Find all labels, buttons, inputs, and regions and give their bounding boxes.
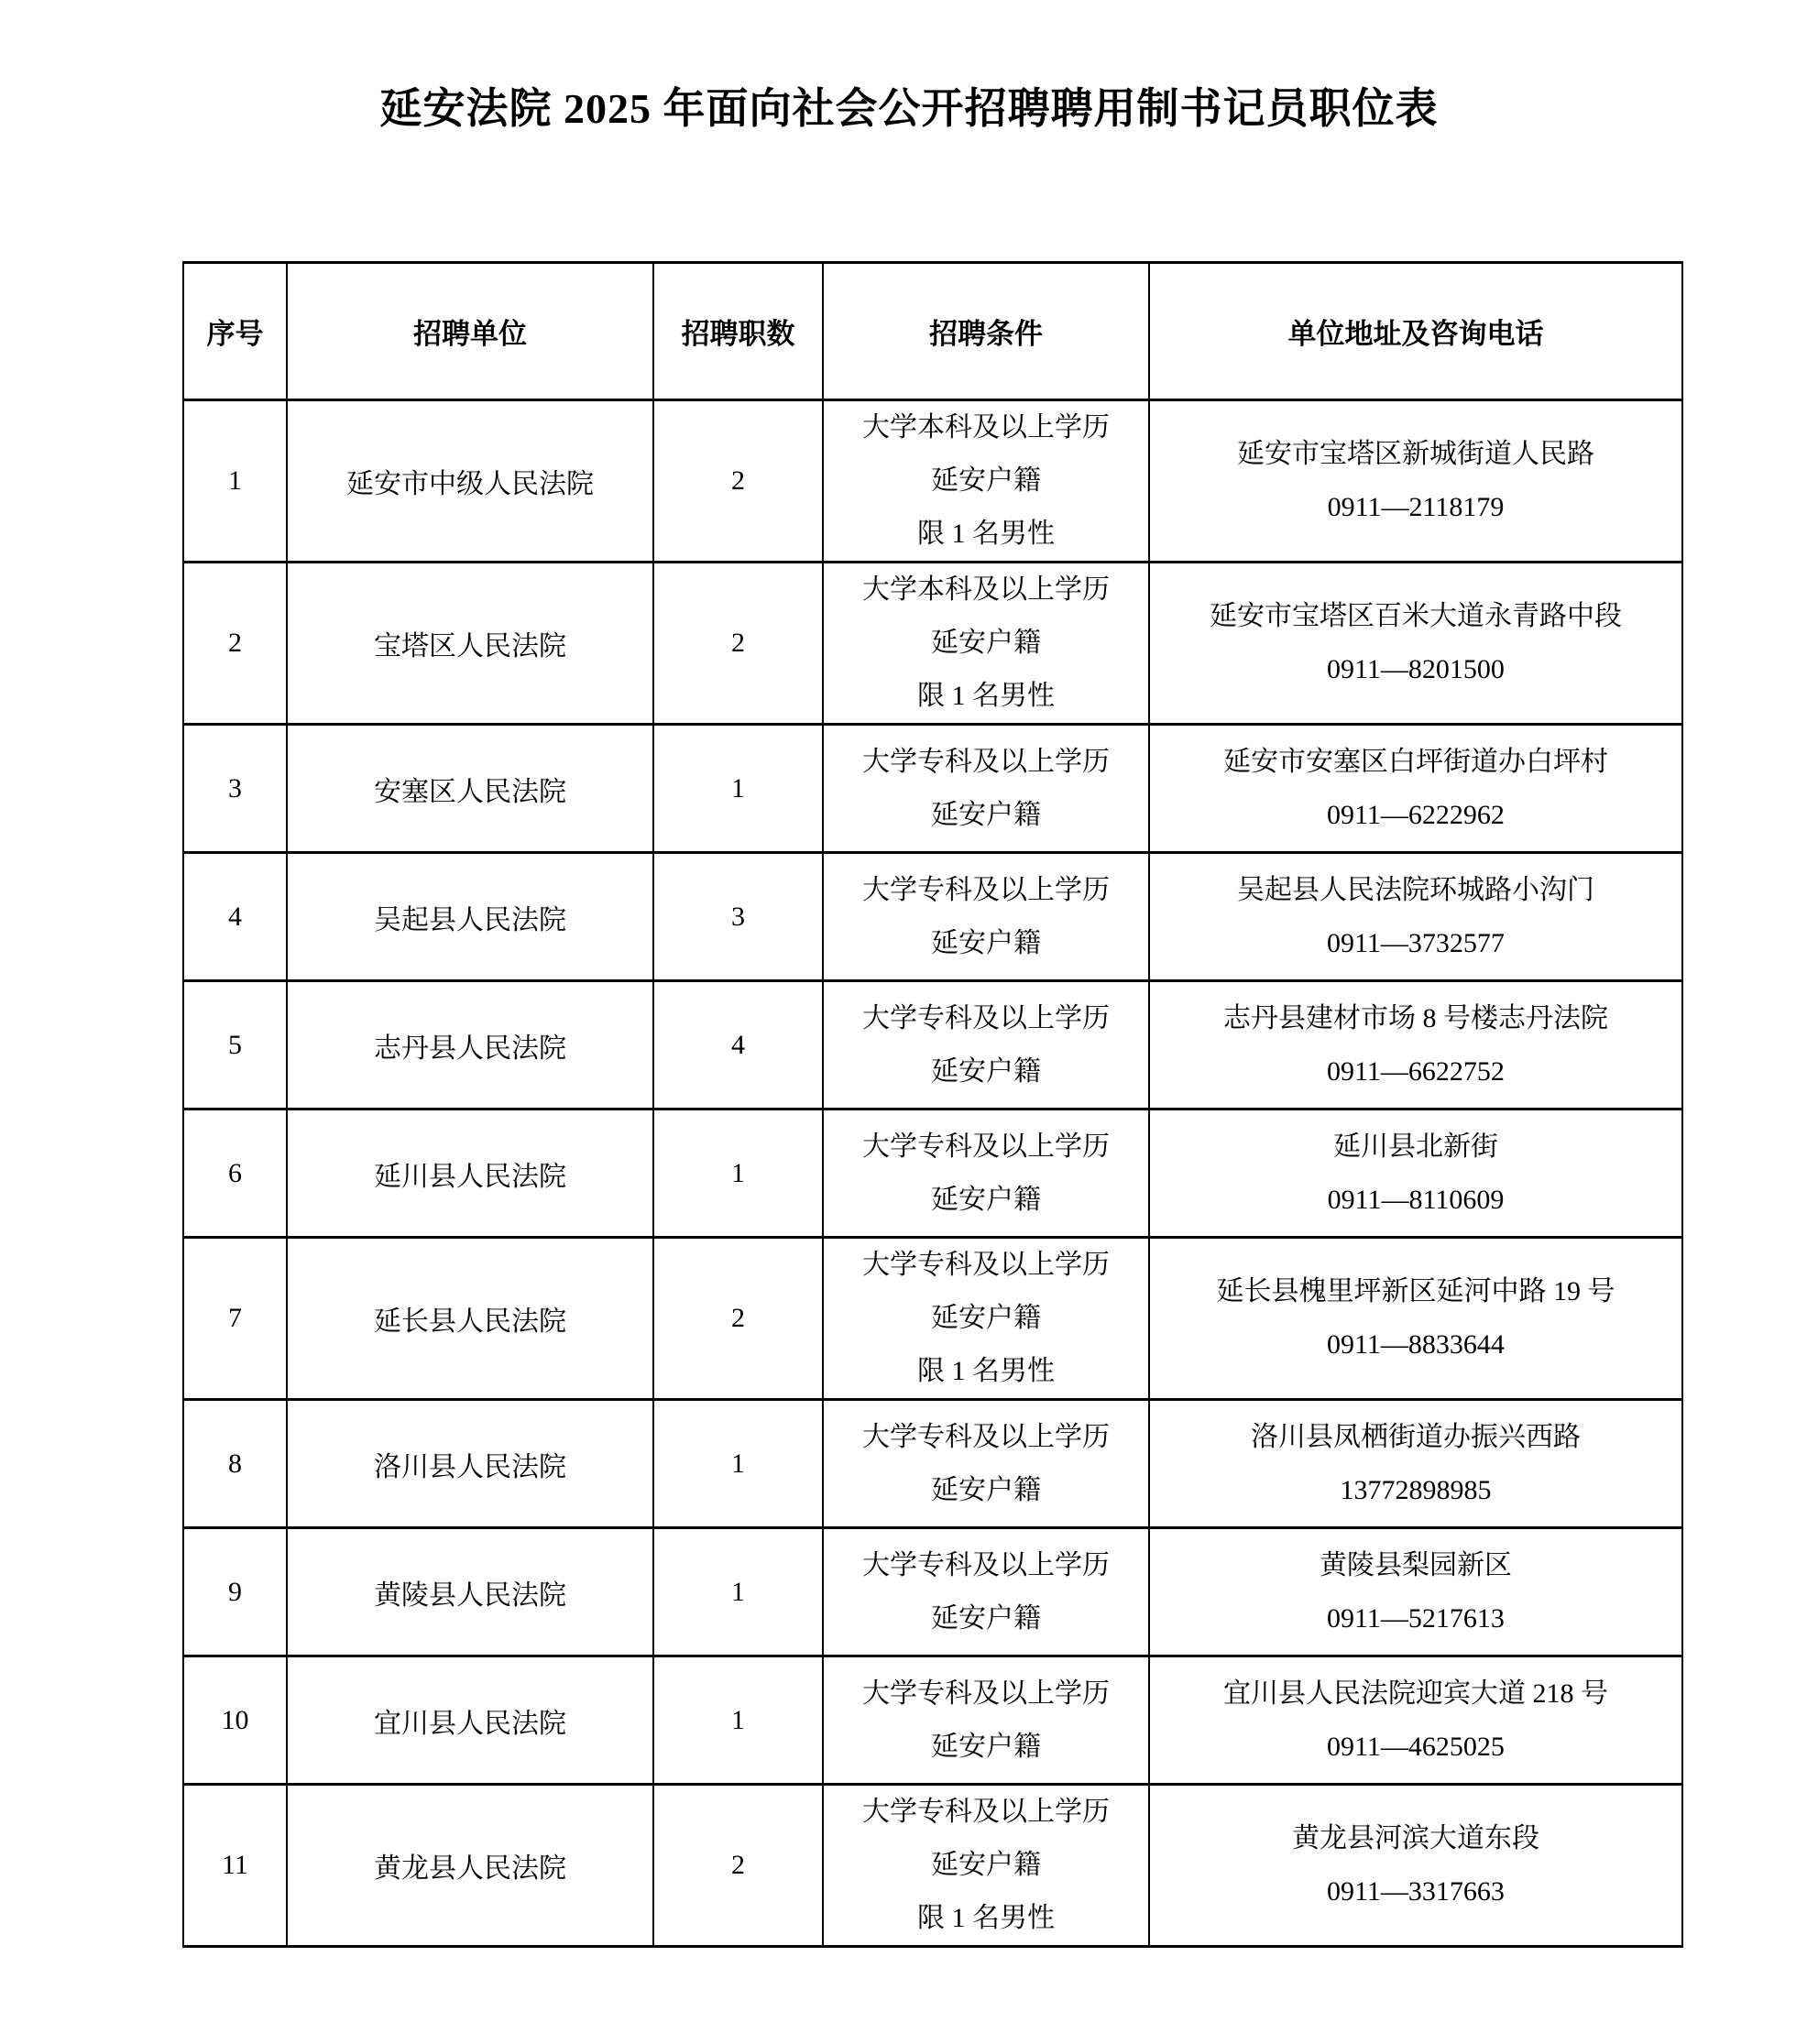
- cell-position-count: 2: [653, 1238, 823, 1400]
- condition-line: 大学本科及以上学历: [862, 412, 1110, 443]
- cell-recruiting-unit: 安塞区人民法院: [287, 725, 653, 853]
- condition-line: 延安户籍: [931, 1850, 1041, 1880]
- condition-line: 大学专科及以上学历: [862, 1250, 1110, 1280]
- header-requirements: 招聘条件: [823, 263, 1149, 400]
- cell-address-phone: [1149, 1656, 1682, 1785]
- phone-line: 0911—3732577: [1327, 927, 1505, 958]
- cell-serial-number: 1: [183, 400, 287, 563]
- cell-recruiting-unit: 延川县人民法院: [287, 1109, 653, 1238]
- condition-line: 延安户籍: [931, 1055, 1041, 1087]
- condition-line: 限 1 名男性: [917, 681, 1055, 711]
- phone-line: 0911—6622752: [1327, 1055, 1505, 1087]
- cell-position-count: 2: [653, 400, 823, 563]
- cell-address-phone: [1149, 725, 1682, 853]
- cell-address-phone: [1149, 1400, 1682, 1528]
- condition-line: 延安户籍: [931, 465, 1041, 496]
- table-row: [183, 1238, 1682, 1400]
- cell-recruiting-unit: 洛川县人民法院: [287, 1400, 653, 1528]
- address-line: 志丹县建材市场 8 号楼志丹法院: [1223, 1002, 1608, 1033]
- cell-requirements: [823, 1109, 1149, 1238]
- address-line: 黄陵县梨园新区: [1320, 1549, 1512, 1580]
- table-row: [183, 981, 1682, 1109]
- table-row: [183, 1528, 1682, 1656]
- cell-requirements: [823, 1528, 1149, 1656]
- cell-requirements: [823, 853, 1149, 981]
- condition-line: 限 1 名男性: [917, 519, 1055, 549]
- cell-position-count: 4: [653, 981, 823, 1109]
- condition-line: 大学专科及以上学历: [862, 1797, 1110, 1827]
- condition-line: 延安户籍: [931, 1474, 1041, 1505]
- cell-address-phone: [1149, 1528, 1682, 1656]
- cell-recruiting-unit: 吴起县人民法院: [287, 853, 653, 981]
- cell-position-count: 1: [653, 1109, 823, 1238]
- address-line: 延安市宝塔区新城街道人民路: [1237, 439, 1594, 469]
- address-line: 延长县槐里坪新区延河中路 19 号: [1216, 1276, 1615, 1306]
- document-title: 延安法院 2025 年面向社会公开招聘聘用制书记员职位表: [379, 85, 1439, 132]
- condition-line: 限 1 名男性: [917, 1356, 1055, 1386]
- cell-address-phone: [1149, 853, 1682, 981]
- table-row: [183, 563, 1682, 725]
- cell-requirements: [823, 1238, 1149, 1400]
- cell-requirements: [823, 400, 1149, 563]
- cell-position-count: 2: [653, 563, 823, 725]
- address-line: 黄龙县河滨大道东段: [1292, 1823, 1539, 1853]
- condition-line: 大学专科及以上学历: [862, 1131, 1110, 1162]
- condition-line: 大学专科及以上学历: [862, 1678, 1110, 1709]
- table-row: [183, 1109, 1682, 1238]
- cell-serial-number: 9: [183, 1528, 287, 1656]
- cell-serial-number: 3: [183, 725, 287, 853]
- cell-requirements: [823, 981, 1149, 1109]
- cell-recruiting-unit: 宜川县人民法院: [287, 1656, 653, 1785]
- cell-recruiting-unit: 宝塔区人民法院: [287, 563, 653, 725]
- condition-line: 延安户籍: [931, 628, 1041, 658]
- address-line: 洛川县凤栖街道办振兴西路: [1251, 1421, 1581, 1452]
- cell-serial-number: 5: [183, 981, 287, 1109]
- phone-line: 0911—4625025: [1327, 1731, 1505, 1762]
- cell-position-count: 2: [653, 1785, 823, 1947]
- table-row: [183, 1656, 1682, 1785]
- cell-address-phone: [1149, 1109, 1682, 1238]
- cell-recruiting-unit: 志丹县人民法院: [287, 981, 653, 1109]
- cell-serial-number: 2: [183, 563, 287, 725]
- cell-serial-number: 4: [183, 853, 287, 981]
- cell-serial-number: 7: [183, 1238, 287, 1400]
- condition-line: 大学专科及以上学历: [862, 1549, 1110, 1580]
- table-row: [183, 400, 1682, 563]
- condition-line: 延安户籍: [931, 1731, 1041, 1762]
- cell-requirements: [823, 725, 1149, 853]
- cell-position-count: 1: [653, 1656, 823, 1785]
- address-line: 延川县北新街: [1333, 1131, 1498, 1162]
- phone-line: 0911—3317663: [1327, 1876, 1505, 1907]
- cell-position-count: 1: [653, 1400, 823, 1528]
- condition-line: 大学专科及以上学历: [862, 1002, 1110, 1033]
- cell-position-count: 1: [653, 725, 823, 853]
- cell-recruiting-unit: 黄陵县人民法院: [287, 1528, 653, 1656]
- cell-requirements: [823, 1400, 1149, 1528]
- condition-line: 大学专科及以上学历: [862, 1421, 1110, 1452]
- phone-line: 0911—2118179: [1327, 492, 1505, 522]
- condition-line: 大学本科及以上学历: [862, 574, 1110, 605]
- table-header-row: [183, 263, 1682, 400]
- cell-recruiting-unit: 延安市中级人民法院: [287, 400, 653, 563]
- cell-requirements: [823, 563, 1149, 725]
- cell-requirements: [823, 1656, 1149, 1785]
- cell-serial-number: 8: [183, 1400, 287, 1528]
- cell-address-phone: [1149, 981, 1682, 1109]
- cell-position-count: 3: [653, 853, 823, 981]
- header-recruiting-unit: 招聘单位: [287, 263, 653, 400]
- table-row: [183, 1400, 1682, 1528]
- condition-line: 限 1 名男性: [917, 1903, 1055, 1933]
- address-line: 宜川县人民法院迎宾大道 218 号: [1223, 1678, 1608, 1709]
- condition-line: 大学专科及以上学历: [862, 874, 1110, 905]
- condition-line: 延安户籍: [931, 927, 1041, 958]
- cell-serial-number: 11: [183, 1785, 287, 1947]
- cell-recruiting-unit: 延长县人民法院: [287, 1238, 653, 1400]
- cell-serial-number: 6: [183, 1109, 287, 1238]
- job-positions-table: [182, 261, 1683, 1948]
- phone-line: 0911—5217613: [1327, 1602, 1505, 1634]
- cell-address-phone: [1149, 1785, 1682, 1947]
- phone-line: 0911—8833644: [1327, 1329, 1505, 1360]
- phone-line: 0911—8110609: [1327, 1184, 1505, 1215]
- table-row: [183, 725, 1682, 853]
- condition-line: 延安户籍: [931, 1602, 1041, 1634]
- cell-recruiting-unit: 黄龙县人民法院: [287, 1785, 653, 1947]
- condition-line: 延安户籍: [931, 1184, 1041, 1215]
- cell-requirements: [823, 1785, 1149, 1947]
- table-row: [183, 1785, 1682, 1947]
- address-line: 延安市安塞区白坪街道办白坪村: [1223, 746, 1608, 777]
- address-line: 吴起县人民法院环城路小沟门: [1237, 874, 1594, 905]
- cell-serial-number: 10: [183, 1656, 287, 1785]
- header-position-count: 招聘职数: [653, 263, 823, 400]
- table-row: [183, 853, 1682, 981]
- phone-line: 0911—8201500: [1327, 654, 1505, 684]
- condition-line: 延安户籍: [931, 799, 1041, 830]
- address-line: 延安市宝塔区百米大道永青路中段: [1210, 601, 1622, 631]
- header-address-phone: 单位地址及咨询电话: [1149, 263, 1682, 400]
- header-serial-number: 序号: [183, 263, 287, 400]
- phone-line: 0911—6222962: [1327, 799, 1505, 830]
- condition-line: 延安户籍: [931, 1303, 1041, 1333]
- condition-line: 大学专科及以上学历: [862, 746, 1110, 777]
- phone-line: 13772898985: [1340, 1474, 1492, 1505]
- cell-position-count: 1: [653, 1528, 823, 1656]
- cell-address-phone: [1149, 1238, 1682, 1400]
- cell-address-phone: [1149, 563, 1682, 725]
- cell-address-phone: [1149, 400, 1682, 563]
